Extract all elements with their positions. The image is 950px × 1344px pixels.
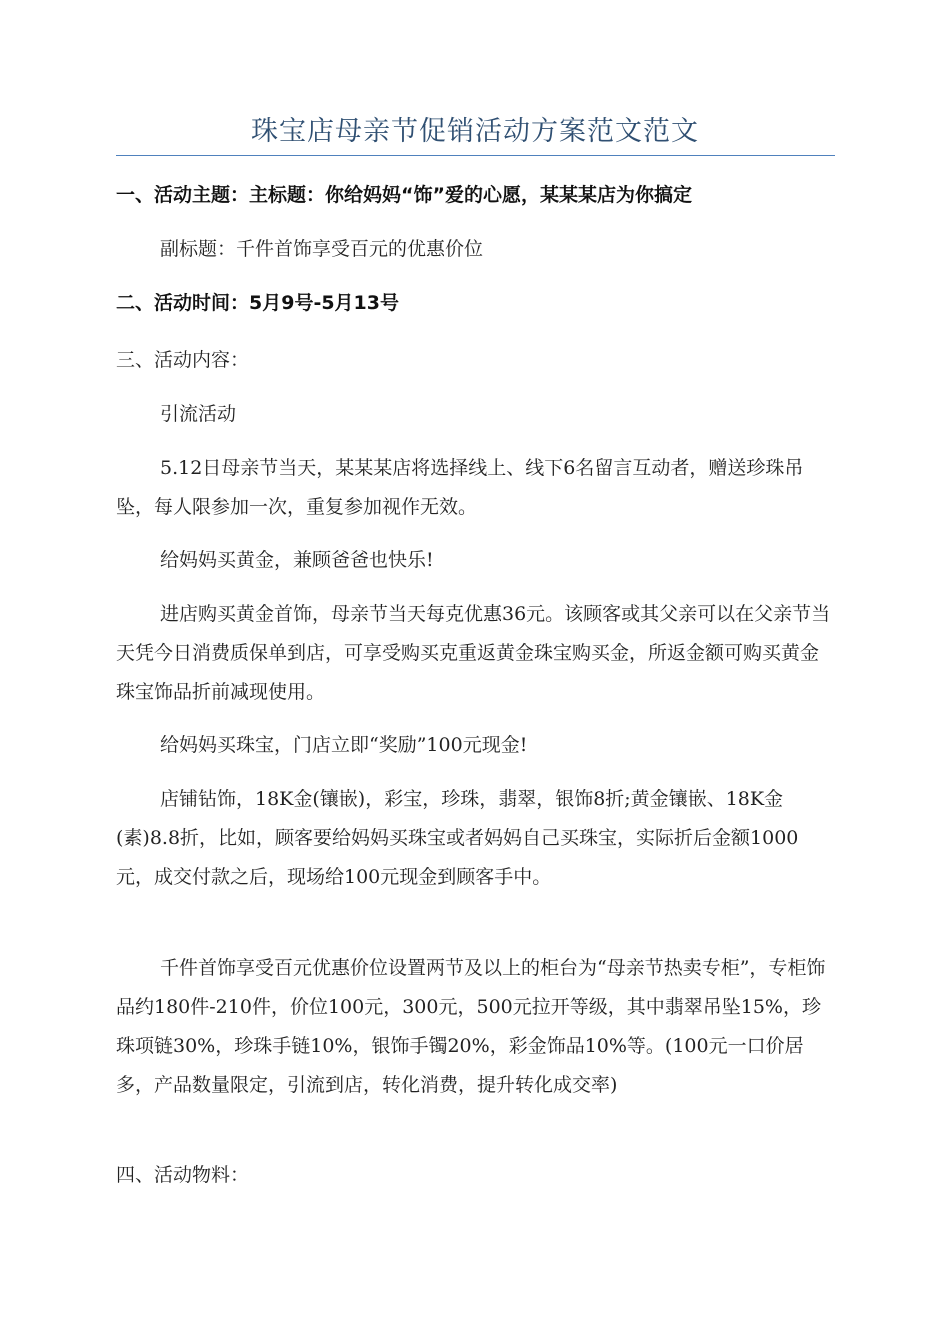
title-underline xyxy=(116,155,835,156)
paragraph-traffic-activity: 引流活动 xyxy=(160,403,237,425)
paragraph-jewelry-title: 给妈妈买珠宝，门店立即“奖励”100元现金! xyxy=(160,734,528,756)
section-heading-materials: 四、活动物料： xyxy=(116,1164,250,1186)
paragraph-mothers-day-gift: 5.12日母亲节当天，某某某店将选择线上、线下6名留言互动者，赠送珍珠吊坠，每人限参加一次，重复参加视作无效。 xyxy=(116,457,804,518)
section-heading-content: 三、活动内容： xyxy=(116,349,250,371)
document-title: 珠宝店母亲节促销活动方案范文范文 xyxy=(251,116,699,147)
subtitle-paragraph: 副标题：千件首饰享受百元的优惠价位 xyxy=(160,238,484,260)
paragraph-gold-title: 给妈妈买黄金，兼顾爸爸也快乐! xyxy=(160,549,434,571)
paragraph-jewelry-body: 店铺钻饰，18K金(镶嵌)，彩宝，珍珠，翡翠，银饰8折;黄金镶嵌、18K金(素)8.8折，比如，顾客要给妈妈买珠宝或者妈妈自己买珠宝，实际折后金额1000元，成交付款之后，现场给100元现金到顾客手中。 xyxy=(116,788,799,888)
paragraph-gold-body: 进店购买黄金首饰，母亲节当天每克优惠36元。该顾客或其父亲可以在父亲节当天凭今日消费质保单到店，可享受购买克重返黄金珠宝购买金，所返金额可购买黄金珠宝饰品折前减现使用。 xyxy=(116,603,831,703)
paragraph-thousand-items: 千件首饰享受百元优惠价位设置两节及以上的柜台为“母亲节热卖专柜”，专柜饰品约180件-210件，价位100元，300元，500元拉开等级，其中翡翠吊坠15%，珍珠项链30%，珍珠手链10%，银饰手镯20%，彩金饰品10%等。(100元一口价居多，产品数量限定，引流到店，转化消费，提升转化成交率) xyxy=(116,957,826,1096)
section-heading-time: 二、活动时间：5月9号-5月13号 xyxy=(116,292,399,314)
section-heading-theme: 一、活动主题：主标题：你给妈妈“饰”爱的心愿，某某某店为你搞定 xyxy=(116,184,692,206)
